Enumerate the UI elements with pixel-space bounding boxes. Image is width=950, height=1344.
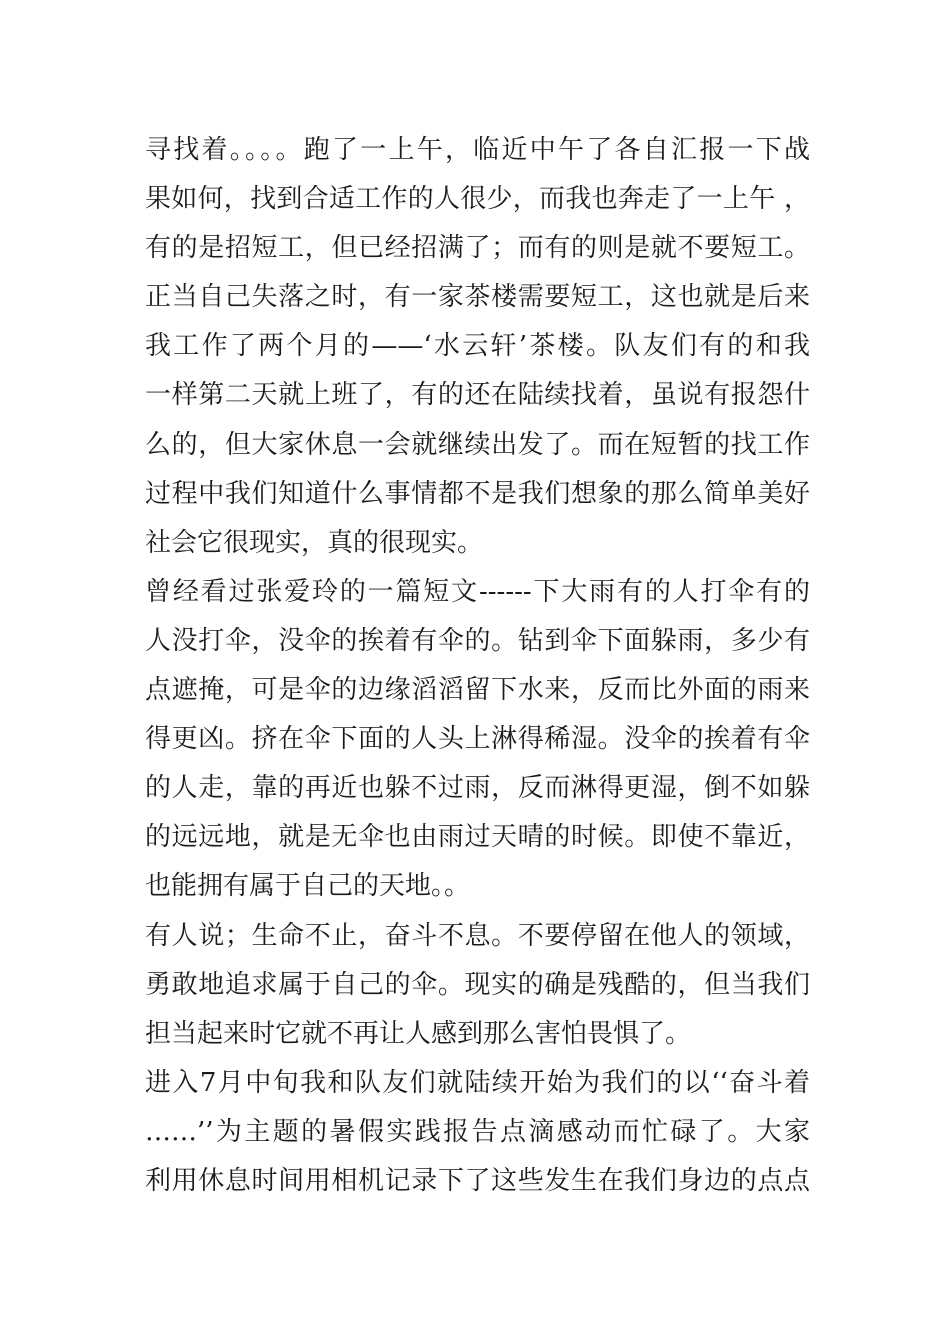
text-line: 点遮掩，可是伞的边缘滔滔留下水来，反而比外面的雨来 <box>145 675 810 706</box>
text-line: 果如何，找到合适工作的人很少，而我也奔走了一上午 ， <box>145 184 810 215</box>
text-line: 一样第二天就上班了，有的还在陆续找着，虽说有报怨什 <box>145 380 810 411</box>
body-text <box>145 126 810 1206</box>
text-line: 人没打伞，没伞的挨着有伞的。钻到伞下面躲雨，多少有 <box>145 625 810 656</box>
text-line: 勇敢地追求属于自己的伞。现实的确是残酷的，但当我们 <box>145 969 810 1000</box>
text-line: 利用休息时间用相机记录下了这些发生在我们身边的点点 <box>145 1165 810 1196</box>
text-line: 有人说；生命不止，奋斗不息。不要停留在他人的领域， <box>145 920 810 951</box>
text-line: 得更凶。挤在伞下面的人头上淋得稀湿。没伞的挨着有伞 <box>145 724 810 755</box>
text-line: 的远远地，就是无伞也由雨过天晴的时候。即使不靠近， <box>145 822 810 853</box>
text-line: 我工作了两个月的——‘水云轩’茶楼。队友们有的和我 <box>145 331 810 362</box>
text-line: 有的是招短工，但已经招满了；而有的则是就不要短工。 <box>145 233 810 264</box>
text-line: 社会它很现实，真的很现实。 <box>145 527 484 558</box>
text-line: 进入7月中旬我和队友们就陆续开始为我们的以‘‘奋斗着 <box>145 1067 810 1098</box>
text-line: 担当起来时它就不再让人感到那么害怕畏惧了。 <box>145 1018 692 1049</box>
text-line: 过程中我们知道什么事情都不是我们想象的那么简单美好 <box>145 478 810 509</box>
text-line: 曾经看过张爱玲的一篇短文------下大雨有的人打伞有的 <box>145 576 810 607</box>
text-line: 正当自己失落之时，有一家茶楼需要短工，这也就是后来 <box>145 282 810 313</box>
text-line: 么的，但大家休息一会就继续出发了。而在短暂的找工作 <box>145 429 810 460</box>
text-line: ……’’为主题的暑假实践报告点滴感动而忙碌了。大家 <box>145 1116 810 1147</box>
text-line: 的人走，靠的再近也躲不过雨，反而淋得更湿，倒不如躲 <box>145 773 810 804</box>
text-line: 寻找着。。。。跑了一上午，临近中午了各自汇报一下战 <box>145 135 810 165</box>
text-line: 也能拥有属于自己的天地。。 <box>145 871 471 902</box>
